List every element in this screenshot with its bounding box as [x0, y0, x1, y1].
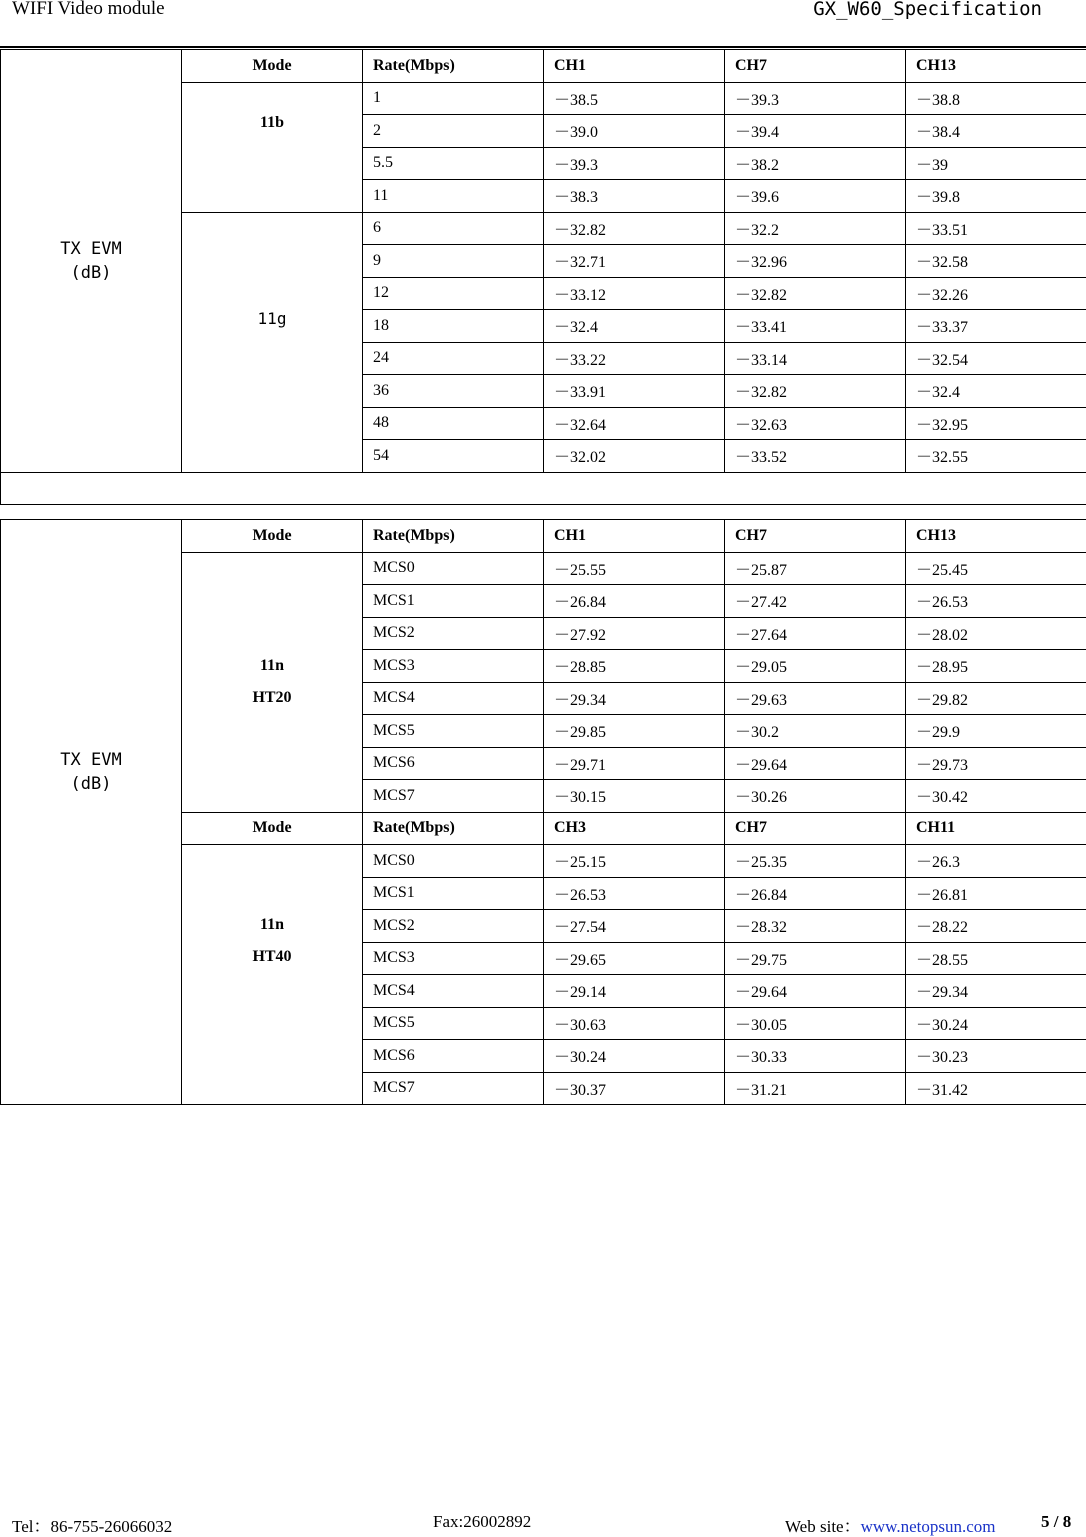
- value-cell: －32.63: [725, 407, 906, 440]
- col-ch: CH7: [725, 812, 906, 845]
- header-module-title: WIFI Video module: [12, 0, 165, 20]
- value-cell: －32.82: [544, 212, 725, 245]
- rate-cell: 5.5: [363, 147, 544, 180]
- value-cell: －26.53: [544, 877, 725, 910]
- rate-cell: 2: [363, 115, 544, 148]
- value-cell: －39.8: [906, 180, 1086, 213]
- value-cell: －29.75: [725, 942, 906, 975]
- col-rate: Rate(Mbps): [363, 50, 544, 83]
- col-ch: CH13: [906, 50, 1086, 83]
- value-cell: －29.05: [725, 650, 906, 683]
- value-cell: －26.81: [906, 877, 1086, 910]
- rate-cell: MCS6: [363, 747, 544, 780]
- rate-cell: MCS3: [363, 942, 544, 975]
- value-cell: －32.4: [544, 310, 725, 343]
- col-mode: Mode: [182, 50, 363, 83]
- value-cell: －32.26: [906, 277, 1086, 310]
- value-cell: －32.55: [906, 440, 1086, 473]
- value-cell: －29.65: [544, 942, 725, 975]
- value-cell: －30.37: [544, 1072, 725, 1105]
- col-ch: CH1: [544, 520, 725, 553]
- value-cell: －39.6: [725, 180, 906, 213]
- spacer-row: [1, 472, 1086, 505]
- mode-cell-ht20: 11n HT20: [182, 552, 363, 812]
- rate-cell: MCS4: [363, 975, 544, 1008]
- rate-cell: MCS5: [363, 715, 544, 748]
- table-header-row: [1, 50, 1086, 83]
- value-cell: －30.26: [725, 780, 906, 813]
- rate-cell: MCS0: [363, 552, 544, 585]
- value-cell: －33.41: [725, 310, 906, 343]
- value-cell: －32.4: [906, 375, 1086, 408]
- value-cell: －32.95: [906, 407, 1086, 440]
- side-label: TX EVM (dB): [1, 520, 182, 1105]
- rate-cell: MCS2: [363, 910, 544, 943]
- rate-cell: MCS0: [363, 845, 544, 878]
- value-cell: －32.02: [544, 440, 725, 473]
- value-cell: －38.5: [544, 82, 725, 115]
- value-cell: －29.82: [906, 682, 1086, 715]
- rate-cell: 18: [363, 310, 544, 343]
- col-ch: CH1: [544, 50, 725, 83]
- value-cell: －30.33: [725, 1040, 906, 1073]
- value-cell: －28.95: [906, 650, 1086, 683]
- value-cell: －28.32: [725, 910, 906, 943]
- value-cell: －31.42: [906, 1072, 1086, 1105]
- value-cell: －30.23: [906, 1040, 1086, 1073]
- col-ch: CH3: [544, 812, 725, 845]
- value-cell: －39: [906, 147, 1086, 180]
- col-mode: Mode: [182, 520, 363, 553]
- page-number: 5 / 8: [1041, 1512, 1071, 1532]
- value-cell: －32.64: [544, 407, 725, 440]
- value-cell: －26.84: [725, 877, 906, 910]
- col-ch: CH13: [906, 520, 1086, 553]
- value-cell: －25.55: [544, 552, 725, 585]
- rate-cell: MCS7: [363, 780, 544, 813]
- value-cell: －39.3: [544, 147, 725, 180]
- side-label: TX EVM (dB): [1, 50, 182, 473]
- value-cell: －38.8: [906, 82, 1086, 115]
- value-cell: －38.2: [725, 147, 906, 180]
- value-cell: －26.84: [544, 585, 725, 618]
- value-cell: －33.91: [544, 375, 725, 408]
- col-mode: Mode: [182, 812, 363, 845]
- value-cell: －39.0: [544, 115, 725, 148]
- rate-cell: MCS7: [363, 1072, 544, 1105]
- rate-cell: 11: [363, 180, 544, 213]
- tx-evm-table-bg: [0, 49, 1086, 505]
- value-cell: －33.14: [725, 342, 906, 375]
- rate-cell: 1: [363, 82, 544, 115]
- rate-cell: MCS2: [363, 617, 544, 650]
- value-cell: －29.34: [906, 975, 1086, 1008]
- value-cell: －32.54: [906, 342, 1086, 375]
- rate-cell: 48: [363, 407, 544, 440]
- value-cell: －29.71: [544, 747, 725, 780]
- rate-cell: MCS1: [363, 585, 544, 618]
- value-cell: －33.51: [906, 212, 1086, 245]
- rate-cell: MCS3: [363, 650, 544, 683]
- value-cell: －30.63: [544, 1007, 725, 1040]
- header-doc-title: GX_W60_Specification: [813, 0, 1042, 20]
- value-cell: －32.82: [725, 375, 906, 408]
- footer-web-link[interactable]: www.netopsun.com: [861, 1517, 996, 1536]
- value-cell: －32.82: [725, 277, 906, 310]
- footer-web: [785, 1512, 995, 1537]
- tx-evm-table-11n: [0, 519, 1086, 1105]
- value-cell: －33.37: [906, 310, 1086, 343]
- value-cell: －25.15: [544, 845, 725, 878]
- value-cell: －38.3: [544, 180, 725, 213]
- value-cell: －27.42: [725, 585, 906, 618]
- rate-cell: 54: [363, 440, 544, 473]
- header-rule: [0, 46, 1086, 48]
- rate-cell: 24: [363, 342, 544, 375]
- rate-cell: MCS6: [363, 1040, 544, 1073]
- rate-cell: 9: [363, 245, 544, 278]
- value-cell: －28.02: [906, 617, 1086, 650]
- col-ch: CH11: [906, 812, 1086, 845]
- rate-cell: MCS5: [363, 1007, 544, 1040]
- col-ch: CH7: [725, 50, 906, 83]
- mode-cell-ht40: 11n HT40: [182, 845, 363, 1105]
- value-cell: －30.42: [906, 780, 1086, 813]
- footer-tel: Tel：86-755-26066032: [12, 1512, 172, 1537]
- value-cell: －33.52: [725, 440, 906, 473]
- value-cell: －33.22: [544, 342, 725, 375]
- rate-cell: MCS4: [363, 682, 544, 715]
- value-cell: －30.24: [544, 1040, 725, 1073]
- value-cell: －28.55: [906, 942, 1086, 975]
- value-cell: －29.85: [544, 715, 725, 748]
- col-rate: Rate(Mbps): [363, 812, 544, 845]
- value-cell: －31.21: [725, 1072, 906, 1105]
- mode-cell-11b: 11b: [182, 82, 363, 212]
- value-cell: －39.4: [725, 115, 906, 148]
- value-cell: －29.64: [725, 747, 906, 780]
- footer-web-label: Web site：: [785, 1517, 861, 1536]
- value-cell: －29.63: [725, 682, 906, 715]
- value-cell: －33.12: [544, 277, 725, 310]
- value-cell: －30.24: [906, 1007, 1086, 1040]
- value-cell: －28.85: [544, 650, 725, 683]
- rate-cell: 36: [363, 375, 544, 408]
- col-ch: CH7: [725, 520, 906, 553]
- spacer-cell: [1, 472, 1086, 505]
- rate-cell: 12: [363, 277, 544, 310]
- value-cell: －29.34: [544, 682, 725, 715]
- table-header-row: [1, 520, 1086, 553]
- value-cell: －25.35: [725, 845, 906, 878]
- value-cell: －27.54: [544, 910, 725, 943]
- value-cell: －32.96: [725, 245, 906, 278]
- value-cell: －30.2: [725, 715, 906, 748]
- value-cell: －29.73: [906, 747, 1086, 780]
- value-cell: －25.45: [906, 552, 1086, 585]
- value-cell: －38.4: [906, 115, 1086, 148]
- value-cell: －28.22: [906, 910, 1086, 943]
- rate-cell: 6: [363, 212, 544, 245]
- mode-cell-11g: 11g: [182, 212, 363, 472]
- value-cell: －29.64: [725, 975, 906, 1008]
- footer-fax: Fax:26002892: [433, 1512, 531, 1532]
- value-cell: －25.87: [725, 552, 906, 585]
- col-rate: Rate(Mbps): [363, 520, 544, 553]
- value-cell: －27.64: [725, 617, 906, 650]
- value-cell: －39.3: [725, 82, 906, 115]
- value-cell: －30.05: [725, 1007, 906, 1040]
- rate-cell: MCS1: [363, 877, 544, 910]
- value-cell: －29.9: [906, 715, 1086, 748]
- value-cell: －26.53: [906, 585, 1086, 618]
- value-cell: －32.2: [725, 212, 906, 245]
- value-cell: －27.92: [544, 617, 725, 650]
- value-cell: －32.58: [906, 245, 1086, 278]
- value-cell: －29.14: [544, 975, 725, 1008]
- value-cell: －32.71: [544, 245, 725, 278]
- value-cell: －30.15: [544, 780, 725, 813]
- value-cell: －26.3: [906, 845, 1086, 878]
